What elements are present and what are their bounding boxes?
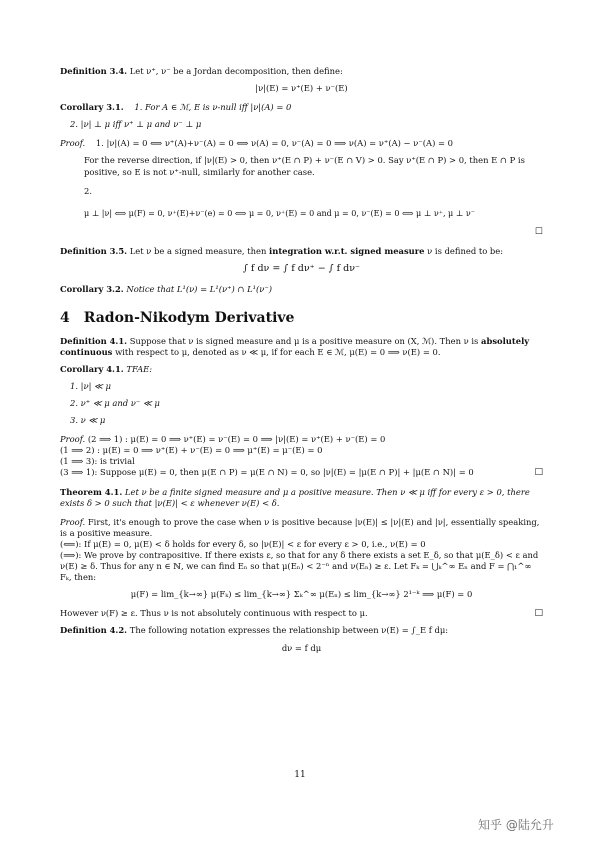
corollary-label: Corollary 3.2.	[60, 284, 124, 295]
section-heading	[60, 309, 543, 327]
proof-paragraph: (⟹): We prove by contrapositive. If there exists ε, so that for any δ there exists a set E_δ, so that μ(E_δ) < ε and ν(E) ≥ δ. Thus for any n ∈ ℕ, we can find Eₙ so that μ(Eₙ) < 2⁻ⁿ and ν(Eₙ) ≥ ε. Let Fₖ = ⋃ₖ^∞ Eₙ and F = ⋂₁^∞ Fₖ, then:	[60, 549, 539, 583]
proof-theorem-4-1	[60, 517, 543, 539]
display-equation: μ(F) = lim_{k→∞} μ(Fₖ) ≤ lim_{k→∞} Σₖ^∞ μ(Eₙ) ≤ lim_{k→∞} 2¹⁻ᵏ ⟹ μ(F) = 0	[130, 589, 473, 600]
qed-symbol	[60, 225, 543, 236]
definition-text: Let ν be a signed measure, then	[129, 246, 267, 257]
proof-label: Proof.	[60, 138, 86, 149]
definition-text: with respect to μ, denoted as ν ≪ μ, if for each E ∈ ℳ, μ(E) = 0 ⟹ ν(E) = 0.	[115, 346, 441, 357]
proof-line	[60, 467, 543, 478]
corollary-3-2	[60, 284, 543, 295]
watermark: 知乎 @陆允升	[478, 818, 554, 832]
definition-text: Suppose that ν is signed measure and μ is a positive measure on (X, ℳ). Then ν is	[129, 335, 479, 346]
section-title: Radon-Nikodym Derivative	[83, 310, 295, 327]
corollary-item	[70, 415, 543, 426]
corollary-item: 1. For A ∈ ℳ, E is ν-null iff |ν|(A) = 0	[134, 102, 292, 113]
corollary-item	[70, 398, 543, 409]
section-number: 4	[60, 310, 70, 327]
proof-line-text: (3 ⟹ 1): Suppose μ(E) = 0, then μ(E ∩ P) = μ(E ∩ N) = 0, so |ν|(E) = |μ(E ∩ P)| + |μ(E ∩ N)| = 0	[60, 467, 474, 478]
definition-text: ν is defined to be:	[427, 246, 504, 257]
proof-4-1	[60, 434, 543, 445]
proof-paragraph	[60, 608, 543, 619]
definition-label: Definition 3.4.	[60, 66, 128, 76]
corollary-label: Corollary 3.1.	[60, 102, 124, 113]
corollary-3-1	[60, 102, 543, 113]
definition-term: integration w.r.t. signed measure	[269, 246, 425, 257]
corollary-item-text: 2. |ν| ⊥ μ iff ν⁺ ⊥ μ and ν⁻ ⊥ μ	[70, 119, 202, 130]
proof-line: (1 ⟹ 3): is trivial	[60, 456, 135, 467]
proof-line: 1. |ν|(A) = 0 ⟺ ν⁺(A)+ν⁻(A) = 0 ⟺ ν(A) = 0, ν⁻(A) = 0 ⟹ ν(A) = ν⁺(A) − ν⁻(A) = 0	[95, 138, 454, 149]
definition-4-1	[60, 336, 543, 358]
corollary-item-text: 1. |ν| ≪ μ	[70, 380, 111, 391]
corollary-label: Corollary 4.1.	[60, 363, 124, 374]
definition-4-2	[60, 625, 543, 636]
definition-text: Let ν⁺, ν⁻ be a Jordan decomposition, then define:	[129, 66, 343, 76]
corollary-text: Notice that L¹(ν) = L¹(ν⁺) ∩ L¹(ν⁻)	[126, 284, 273, 295]
proof-label: Proof.	[60, 516, 86, 527]
definition-3-5	[60, 246, 543, 257]
proof-paragraph: First, it's enough to prove the case when ν is positive because |ν(E)| ≤ |ν|(E) and |ν|, essentially speaking, is a positive measure.	[60, 516, 540, 538]
corollary-4-1	[60, 364, 543, 375]
page-content	[60, 66, 543, 662]
proof-line: (2 ⟹ 1) : μ(E) = 0 ⟹ ν⁺(E) = ν⁻(E) = 0 ⟹ |ν|(E) = ν⁺(E) + ν⁻(E) = 0	[87, 434, 386, 445]
proof-line: For the reverse direction, if |ν|(E) > 0, then ν⁺(E ∩ P) + ν⁻(E ∩ V) > 0. Say ν⁺(E ∩ P) > 0, then E ∩ P is positive, so E is not ν⁺-null, similarly for another case.	[84, 155, 525, 177]
display-equation: μ ⊥ |ν| ⟺ μ(F) = 0, ν⁺(E)+ν⁻(e) = 0 ⟺ μ = 0, ν⁺(E) = 0 and μ = 0, ν⁻(E) = 0 ⟺ μ ⊥ ν⁺, μ ⊥ ν⁻	[84, 208, 475, 218]
corollary-item	[70, 119, 543, 130]
definition-label: Definition 4.1.	[60, 335, 128, 346]
proof-3-1	[60, 138, 543, 149]
proof-line: (1 ⟹ 2) : μ(E) = 0 ⟹ ν⁺(E) + ν⁻(E) = 0 ⟹ μ⁺(E) = μ⁻(E) = 0	[60, 445, 323, 456]
definition-label: Definition 3.5.	[60, 246, 128, 257]
corollary-item-text: 3. ν ≪ μ	[70, 415, 106, 426]
display-equation: |ν|(E) = ν⁺(E) + ν⁻(E)	[255, 83, 348, 94]
proof-item-label: 2.	[84, 185, 92, 196]
proof-paragraph: (⟸): If μ(E) = 0, μ(E) < δ holds for every δ, so |ν(E)| < ε for every ε > 0, i.e., ν(E) = 0	[60, 538, 426, 549]
definition-text: The following notation expresses the relationship between ν(E) = ∫_E f dμ:	[129, 625, 449, 636]
proof-paragraph-text: However ν(F) ≥ ε. Thus ν is not absolutely continuous with respect to μ.	[60, 608, 368, 619]
qed-mark: □	[535, 225, 543, 236]
qed-mark: □	[534, 467, 543, 478]
corollary-item	[70, 381, 543, 392]
definition-3-4	[60, 66, 543, 77]
definition-label: Definition 4.2.	[60, 625, 128, 636]
qed-mark: □	[534, 608, 543, 619]
theorem-4-1	[60, 487, 543, 509]
corollary-text: TFAE:	[126, 363, 153, 374]
theorem-label: Theorem 4.1.	[60, 486, 123, 497]
page-number: 11	[294, 770, 306, 780]
display-equation: ∫ f dν = ∫ f dν⁺ − ∫ f dν⁻	[242, 263, 361, 275]
display-equation: dν = f dμ	[281, 642, 322, 653]
proof-label: Proof.	[60, 434, 86, 445]
corollary-item-text: 2. ν⁺ ≪ μ and ν⁻ ≪ μ	[70, 397, 160, 408]
theorem-text: Let ν be a finite signed measure and μ a positive measure. Then ν ≪ μ iff for every ε > 0, there exists δ > 0 such that |ν(E)| < ε whenever ν(E) < δ.	[60, 486, 530, 508]
definition-term: absolutely continuous	[60, 335, 530, 357]
